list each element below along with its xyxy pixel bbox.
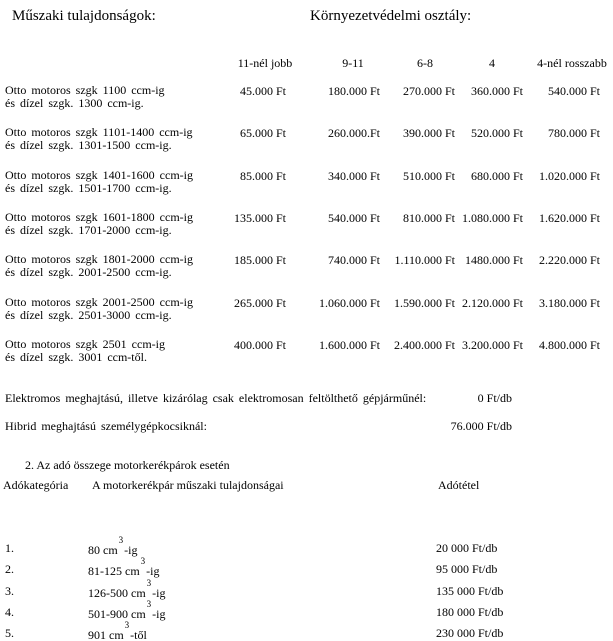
table-row — [0, 211, 604, 237]
motorcycle-row — [0, 535, 613, 561]
superscript-3: 3 — [140, 556, 146, 566]
cell-value: 740.000 Ft — [327, 253, 380, 267]
cell-value: 2.220.000 Ft — [538, 253, 600, 267]
row-label-line2: és dízel szgk. 2001-2500 ccm-ig. — [5, 265, 172, 279]
row-label-line1: Otto motoros szgk 1101-1400 ccm-ig — [5, 125, 193, 139]
motorcycle-row — [0, 599, 613, 625]
superscript-3: 3 — [118, 535, 124, 545]
row-label-line1: Otto motoros szgk 1100 ccm-ig — [5, 83, 165, 97]
hybrid-vehicle-row — [0, 419, 613, 435]
cell-value: 1.620.000 Ft — [538, 211, 600, 225]
hybrid-vehicle-value: 76.000 Ft/db — [450, 419, 512, 433]
category-description — [88, 556, 160, 579]
desc-post: -ig — [146, 564, 160, 578]
column-header-6-8: 6-8 — [417, 56, 433, 70]
desc-pre: 80 cm — [88, 543, 118, 557]
category-number: 4. — [5, 605, 14, 619]
cell-value: 360.000 Ft — [470, 84, 523, 98]
cell-value: 45.000 Ft — [239, 84, 286, 98]
electric-vehicle-row — [0, 391, 613, 407]
row-label-line1: Otto motoros szgk 2501 ccm-ig — [5, 337, 165, 351]
cell-value: 1.060.000 Ft — [318, 296, 380, 310]
desc-pre: 501-900 cm — [88, 607, 146, 621]
cell-value: 1480.000 Ft — [464, 253, 523, 267]
desc-pre: 126-500 cm — [88, 586, 146, 600]
cell-value: 1.590.000 Ft — [393, 296, 455, 310]
desc-post: -ig — [152, 607, 166, 621]
tax-value: 180 000 Ft/db — [436, 605, 504, 619]
cell-value: 780.000 Ft — [547, 126, 600, 140]
row-label — [0, 338, 225, 364]
cell-value: 540.000 Ft — [327, 211, 380, 225]
row-label-line2: és dízel szgk. 3001 ccm-től. — [5, 350, 147, 364]
motorcycle-section-title: 2. Az adó összege motorkerékpárok esetén — [25, 458, 230, 472]
cell-value: 400.000 Ft — [233, 338, 286, 352]
category-number: 3. — [5, 584, 14, 598]
cell-value: 540.000 Ft — [547, 84, 600, 98]
header-tax-rate: Adótétel — [438, 478, 480, 492]
superscript-3: 3 — [124, 620, 130, 630]
column-header-4: 4 — [489, 56, 495, 70]
superscript-3: 3 — [146, 599, 152, 609]
row-label-line1: Otto motoros szgk 1601-1800 ccm-ig — [5, 210, 193, 224]
section-heading-technical-properties: Műszaki tulajdonságok: — [12, 8, 156, 24]
tax-value: 20 000 Ft/db — [436, 541, 498, 555]
cell-value: 3.200.000 Ft — [461, 338, 523, 352]
desc-pre: 901 cm — [88, 628, 124, 641]
cell-value: 180.000 Ft — [327, 84, 380, 98]
table-row — [0, 169, 604, 195]
cell-value: 265.000 Ft — [233, 296, 286, 310]
row-label — [0, 169, 225, 195]
row-label-line1: Otto motoros szgk 2001-2500 ccm-ig — [5, 295, 193, 309]
row-label — [0, 253, 225, 279]
desc-post: -ig — [152, 586, 166, 600]
row-label-line1: Otto motoros szgk 1801-2000 ccm-ig — [5, 252, 193, 266]
row-label-line2: és dízel szgk. 1501-1700 ccm-ig. — [5, 181, 172, 195]
row-label — [0, 296, 225, 322]
cell-value: 340.000 Ft — [327, 169, 380, 183]
cell-value: 135.000 Ft — [233, 211, 286, 225]
tax-value: 135 000 Ft/db — [436, 584, 504, 598]
desc-post: -től — [130, 628, 147, 641]
column-header-worse-than-4: 4-nél rosszabb — [537, 56, 607, 70]
cell-value: 3.180.000 Ft — [538, 296, 600, 310]
column-header-9-11: 9-11 — [342, 56, 364, 70]
category-number: 5. — [5, 626, 14, 640]
tax-value: 95 000 Ft/db — [436, 562, 498, 576]
motorcycle-row — [0, 578, 613, 604]
cell-value: 2.400.000 Ft — [393, 338, 455, 352]
row-label-line2: és dízel szgk. 2501-3000 ccm-ig. — [5, 308, 172, 322]
cell-value: 270.000 Ft — [402, 84, 455, 98]
cell-value: 810.000 Ft — [402, 211, 455, 225]
electric-vehicle-value: 0 Ft/db — [477, 391, 512, 405]
category-description — [88, 578, 166, 601]
cell-value: 260.000.Ft — [327, 126, 380, 140]
table-row — [0, 126, 604, 152]
category-description — [88, 620, 147, 641]
column-header-better-than-11: 11-nél jobb — [237, 56, 293, 70]
cell-value: 185.000 Ft — [233, 253, 286, 267]
category-number: 2. — [5, 562, 14, 576]
cell-value: 1.600.000 Ft — [318, 338, 380, 352]
table-row — [0, 338, 604, 364]
cell-value: 4.800.000 Ft — [538, 338, 600, 352]
cell-value: 680.000 Ft — [470, 169, 523, 183]
superscript-3: 3 — [146, 578, 152, 588]
table-row — [0, 84, 604, 110]
category-number: 1. — [5, 541, 14, 555]
row-label-line2: és dízel szgk. 1701-2000 ccm-ig. — [5, 223, 172, 237]
cell-value: 390.000 Ft — [402, 126, 455, 140]
row-label — [0, 126, 225, 152]
cell-value: 1.080.000 Ft — [461, 211, 523, 225]
row-label — [0, 84, 225, 110]
tax-value: 230 000 Ft/db — [436, 626, 504, 640]
hybrid-vehicle-label: Hibrid meghajtású személygépkocsiknál: — [5, 419, 207, 433]
header-technical-properties: A motorkerékpár műszaki tulajdonságai — [92, 478, 284, 492]
electric-vehicle-label: Elektromos meghajtású, illetve kizárólag csak elektromosan feltölthető gépjárműnél: — [5, 391, 427, 405]
cell-value: 85.000 Ft — [239, 169, 286, 183]
row-label-line2: és dízel szgk. 1301-1500 ccm-ig. — [5, 138, 172, 152]
desc-post: -ig — [124, 543, 138, 557]
motorcycle-row — [0, 556, 613, 582]
motorcycle-row — [0, 620, 613, 641]
category-description — [88, 535, 138, 558]
header-tax-category: Adókategória — [3, 478, 69, 492]
cell-value: 1.110.000 Ft — [394, 253, 455, 267]
section-heading-environmental-class: Környezetvédelmi osztály: — [310, 8, 472, 24]
cell-value: 520.000 Ft — [470, 126, 523, 140]
desc-pre: 81-125 cm — [88, 564, 140, 578]
row-label — [0, 211, 225, 237]
row-label-line1: Otto motoros szgk 1401-1600 ccm-ig — [5, 168, 193, 182]
cell-value: 65.000 Ft — [239, 126, 286, 140]
cell-value: 2.120.000 Ft — [461, 296, 523, 310]
cell-value: 1.020.000 Ft — [538, 169, 600, 183]
table-row — [0, 253, 604, 279]
table-row — [0, 296, 604, 322]
cell-value: 510.000 Ft — [402, 169, 455, 183]
row-label-line2: és dízel szgk. 1300 ccm-ig. — [5, 96, 144, 110]
